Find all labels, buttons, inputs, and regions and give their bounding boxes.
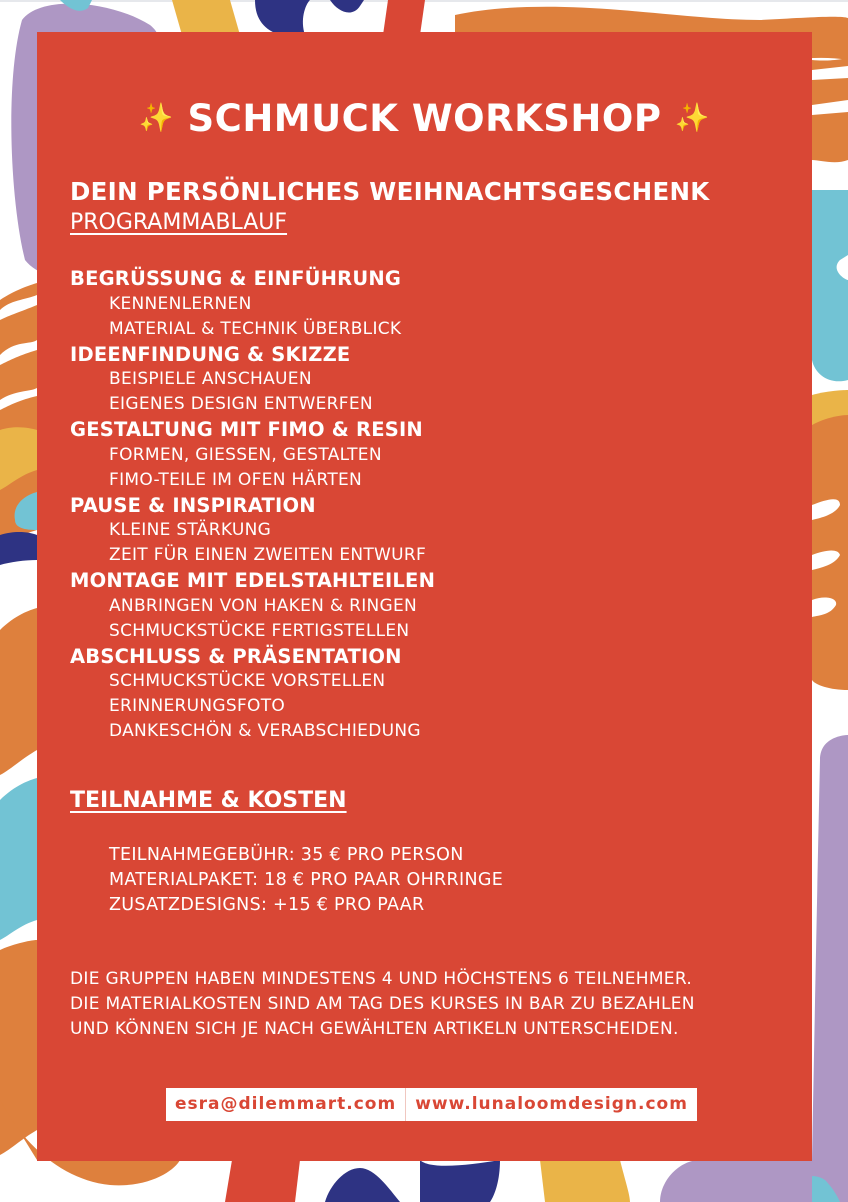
program-item <box>70 493 790 569</box>
program-item <box>70 417 790 493</box>
cost-line: ZUSATZDESIGNS: +15 € PRO PAAR <box>109 895 425 915</box>
program-item-sub: ZEIT FÜR EINEN ZWEITEN ENTWURF <box>109 545 427 565</box>
program-item-sub: KENNENLERNEN <box>109 293 252 314</box>
flyer-panel <box>37 32 812 1161</box>
contact-bar <box>166 1088 697 1121</box>
program-item-title: BEGRÜSSUNG & EINFÜHRUNG <box>70 267 402 290</box>
sparkle-icon: ✨ <box>138 101 175 134</box>
note-line: UND KÖNNEN SICH JE NACH GEWÄHLTEN ARTIKELN UNTERSCHEIDEN. <box>70 1019 679 1039</box>
sparkle-icon: ✨ <box>674 101 711 134</box>
program-item-title: MONTAGE MIT EDELSTAHLTEILEN <box>70 569 436 592</box>
program-item-title: ABSCHLUSS & PRÄSENTATION <box>70 644 402 668</box>
page-title <box>37 94 812 143</box>
group-note <box>70 967 800 1042</box>
program-item-sub: SCHMUCKSTÜCKE FERTIGSTELLEN <box>109 620 410 641</box>
cost-line: MATERIALPAKET: 18 € PRO PAAR OHRRINGE <box>109 870 504 890</box>
title-text: SCHMUCK WORKSHOP <box>187 97 662 140</box>
email-link[interactable]: esra@dilemmart.com <box>175 1094 397 1114</box>
note-line: DIE MATERIALKOSTEN SIND AM TAG DES KURSES IN BAR ZU BEZAHLEN <box>70 994 695 1014</box>
program-item-sub: EIGENES DESIGN ENTWERFEN <box>109 394 373 414</box>
program-item-sub: KLEINE STÄRKUNG <box>109 520 272 540</box>
program-item-sub: DANKESCHÖN & VERABSCHIEDUNG <box>109 721 421 741</box>
program-heading: PROGRAMMABLAUF <box>70 210 288 235</box>
costs-heading: TEILNAHME & KOSTEN <box>70 788 347 813</box>
program-item-sub: BEISPIELE ANSCHAUEN <box>109 369 312 389</box>
program-item <box>70 342 790 418</box>
program-item-sub: ANBRINGEN VON HAKEN & RINGEN <box>109 595 418 616</box>
subtitle: DEIN PERSÖNLICHES WEIHNACHTSGESCHENK <box>70 177 710 206</box>
program-item-title: PAUSE & INSPIRATION <box>70 493 316 517</box>
website-link[interactable]: www.lunaloomdesign.com <box>415 1094 688 1114</box>
costs-list <box>109 843 789 918</box>
program-item <box>70 644 790 745</box>
program-item <box>70 568 790 644</box>
program-item-sub: ERINNERUNGSFOTO <box>109 696 286 716</box>
program-item <box>70 266 790 342</box>
program-item-sub: FIMO-TEILE IM OFEN HÄRTEN <box>109 469 363 490</box>
program-item-title: IDEENFINDUNG & SKIZZE <box>70 342 351 366</box>
program-item-title: GESTALTUNG MIT FIMO & RESIN <box>70 418 423 441</box>
cost-line: TEILNAHMEGEBÜHR: 35 € PRO PERSON <box>109 845 464 865</box>
program-list <box>70 266 790 744</box>
program-item-sub: SCHMUCKSTÜCKE VORSTELLEN <box>109 671 386 691</box>
program-item-sub: FORMEN, GIESSEN, GESTALTEN <box>109 444 382 465</box>
note-line: DIE GRUPPEN HABEN MINDESTENS 4 UND HÖCHSTENS 6 TEILNEHMER. <box>70 969 693 989</box>
program-item-sub: MATERIAL & TECHNIK ÜBERBLICK <box>109 318 402 339</box>
